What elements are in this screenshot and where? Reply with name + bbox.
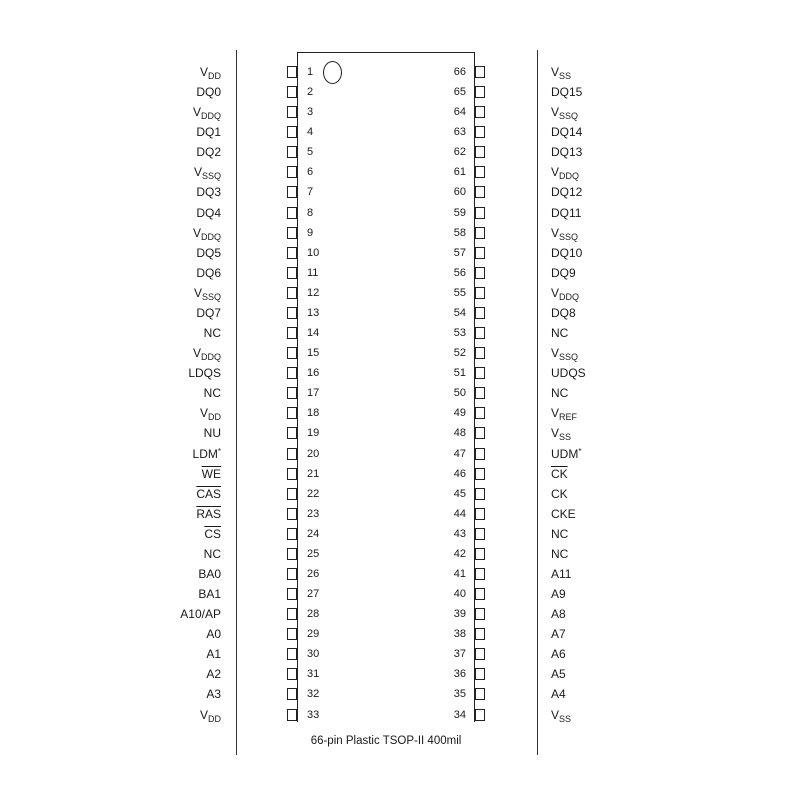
right-pin-lead <box>475 668 485 680</box>
pin-signal-name <box>551 587 566 601</box>
signal-main-text: UDQS <box>551 366 586 381</box>
pin-number: 51 <box>453 367 466 380</box>
signal-main-text: V <box>199 406 208 421</box>
pin-signal-name <box>551 487 568 501</box>
left-pin-lead <box>287 387 297 399</box>
pin-number: 28 <box>307 608 320 621</box>
signal-main-text: NC <box>551 326 569 341</box>
pin-signal-name <box>551 547 568 561</box>
right-pin-lead <box>475 709 485 721</box>
left-pin-lead <box>287 126 297 138</box>
signal-subscript: DDQ <box>201 111 221 122</box>
signal-main-text: DQ6 <box>196 265 221 280</box>
signal-main-text: DQ4 <box>196 205 221 220</box>
signal-main-text: A3 <box>206 687 221 702</box>
pin-signal-name <box>551 527 568 541</box>
pin-number: 13 <box>307 306 320 319</box>
pin-signal-name <box>204 326 221 340</box>
signal-main-text: DQ0 <box>196 85 221 100</box>
right-pin-lead <box>475 688 485 700</box>
pin-signal-name <box>551 627 566 641</box>
pin-number: 23 <box>307 507 320 520</box>
pin-signal-name <box>551 185 582 199</box>
signal-main-text: LDM <box>192 446 218 461</box>
right-pin-lead <box>475 367 485 379</box>
pin-number: 52 <box>453 347 466 360</box>
pin-number: 2 <box>307 86 314 99</box>
left-pin-lead <box>287 86 297 98</box>
pin-number: 8 <box>307 206 314 219</box>
left-pin-lead <box>287 508 297 520</box>
pin-number: 15 <box>307 347 320 360</box>
right-pin-lead <box>475 508 485 520</box>
signal-subscript: REF <box>559 412 578 423</box>
pin-number: 25 <box>307 547 320 560</box>
signal-main-text: BA0 <box>198 567 221 581</box>
signal-subscript: SSQ <box>559 111 579 122</box>
pin-number: 3 <box>307 106 314 119</box>
signal-main-text: DQ14 <box>551 125 583 140</box>
signal-main-text: NC <box>203 386 221 401</box>
left-pin-lead <box>287 146 297 158</box>
pin-number: 55 <box>453 286 466 299</box>
pin-number: 32 <box>307 688 320 701</box>
pin-signal-name <box>196 487 221 501</box>
pin-signal-name <box>551 708 571 722</box>
pin-signal-name <box>196 145 221 159</box>
signal-main-text: NC <box>203 546 221 561</box>
pin-number: 44 <box>453 507 466 520</box>
right-pin-lead <box>475 468 485 480</box>
signal-main-text: V <box>551 165 560 180</box>
pin-signal-name <box>196 306 221 320</box>
signal-main-text: DQ2 <box>196 145 221 160</box>
pin-signal-name <box>196 507 221 521</box>
right-pin-lead <box>475 568 485 580</box>
signal-main-text: $\overline{RAS}$ <box>196 506 221 521</box>
pin-number: 62 <box>453 146 466 159</box>
signal-subscript: DDQ <box>559 291 580 302</box>
signal-main-text: DQ7 <box>196 305 221 320</box>
pin-signal-name <box>188 366 221 380</box>
signal-main-text: NC <box>551 546 569 561</box>
signal-main-text: V <box>193 285 202 300</box>
pin-number: 5 <box>307 146 314 159</box>
signal-subscript: SS <box>559 432 572 443</box>
signal-main-text: V <box>551 426 560 441</box>
signal-main-text: V <box>199 65 208 79</box>
pin-number: 66 <box>453 66 466 78</box>
pin-signal-name <box>551 326 568 340</box>
pin-number: 1 <box>307 66 314 78</box>
pin-number: 65 <box>453 86 466 99</box>
right-pin-lead <box>475 548 485 560</box>
pin-number: 26 <box>307 568 320 580</box>
right-pin-lead <box>475 247 485 259</box>
pin-number: 10 <box>307 246 320 259</box>
pin-number: 42 <box>453 547 466 560</box>
left-pin-lead <box>287 588 297 600</box>
right-pin-lead <box>475 166 485 178</box>
right-pin-lead <box>475 126 485 138</box>
right-pin-lead <box>475 146 485 158</box>
pin-number: 22 <box>307 487 320 500</box>
pin-number: 61 <box>453 166 466 179</box>
signal-main-text: A4 <box>551 687 566 702</box>
pin-number: 29 <box>307 628 320 641</box>
pin-signal-name <box>551 165 580 182</box>
signal-main-text: DQ1 <box>196 125 221 140</box>
signal-main-text: A1 <box>206 647 221 662</box>
signal-main-text: V <box>193 165 202 180</box>
right-pin-lead <box>475 528 485 540</box>
signal-main-text: A9 <box>551 587 566 602</box>
pin-signal-name <box>551 206 581 220</box>
signal-main-text: A8 <box>551 607 566 622</box>
pin-signal-name <box>193 226 221 240</box>
chip-package-body <box>297 52 475 722</box>
left-pin-lead <box>287 166 297 178</box>
pin-number: 54 <box>453 306 466 319</box>
left-pin-lead <box>287 367 297 379</box>
signal-main-text: UDM <box>551 446 579 461</box>
pin-signal-name <box>551 467 568 481</box>
pin-signal-name <box>551 447 581 461</box>
pin-signal-name <box>206 627 221 641</box>
signal-main-text: DQ8 <box>551 305 576 320</box>
signal-main-text: V <box>551 65 560 79</box>
pin-number: 34 <box>453 708 466 721</box>
pin-signal-name <box>192 105 221 122</box>
pin-number: 14 <box>307 327 320 340</box>
left-pin-lead <box>287 407 297 419</box>
signal-main-text: V <box>192 346 201 361</box>
signal-superscript: * <box>578 446 582 456</box>
signal-subscript: SSQ <box>559 231 579 242</box>
pin-number: 50 <box>453 387 466 400</box>
signal-subscript: DDQ <box>201 352 221 363</box>
pin-number: 33 <box>307 708 320 721</box>
right-pin-lead <box>475 628 485 640</box>
pin-number: 24 <box>307 527 320 540</box>
pin-signal-name <box>551 306 576 320</box>
signal-main-text: CKE <box>551 506 576 521</box>
pin-signal-name <box>206 687 221 701</box>
pin-signal-name <box>204 426 221 440</box>
pin-number: 35 <box>453 688 466 701</box>
right-pin-lead <box>475 307 485 319</box>
signal-main-text: DQ15 <box>551 85 583 100</box>
left-pin-lead <box>287 66 297 78</box>
pin-signal-name <box>193 447 221 461</box>
signal-main-text: V <box>192 225 201 240</box>
left-pin-lead <box>287 628 297 640</box>
pin-signal-name <box>551 567 571 581</box>
signal-main-text: V <box>199 707 208 722</box>
signal-main-text: A5 <box>551 667 566 682</box>
pin-number: 4 <box>307 126 314 139</box>
pin-signal-name <box>204 527 221 541</box>
pin-signal-name <box>551 85 582 99</box>
left-pin-lead <box>287 668 297 680</box>
pin-signal-name <box>200 65 221 79</box>
signal-main-text: A6 <box>551 647 566 662</box>
signal-subscript: DDQ <box>201 231 221 242</box>
signal-main-text: $\overline{WE}$ <box>201 466 221 481</box>
signal-main-text: V <box>551 406 560 421</box>
pin-signal-name <box>204 547 221 561</box>
signal-main-text: DQ11 <box>551 205 582 220</box>
left-pin-lead <box>287 227 297 239</box>
signal-main-text: DQ12 <box>551 185 583 200</box>
signal-superscript: * <box>217 446 221 456</box>
pin-number: 45 <box>453 487 466 500</box>
pin-number: 49 <box>453 407 466 420</box>
pin1-orientation-mark <box>323 61 342 84</box>
pin-signal-name <box>196 246 221 260</box>
left-pin-lead <box>287 568 297 580</box>
right-pin-lead <box>475 287 485 299</box>
left-pin-lead <box>287 106 297 118</box>
right-pin-lead <box>475 347 485 359</box>
signal-main-text: V <box>551 225 560 240</box>
left-divider-line <box>236 50 237 755</box>
signal-subscript: SSQ <box>201 291 221 302</box>
pin-number: 27 <box>307 588 320 601</box>
left-pin-lead <box>287 307 297 319</box>
signal-subscript: SSQ <box>559 352 579 363</box>
signal-main-text: $\overline{CAS}$ <box>196 486 221 501</box>
right-pin-lead <box>475 66 485 78</box>
pin-signal-name <box>551 647 566 661</box>
left-pin-lead <box>287 448 297 460</box>
signal-main-text: BA1 <box>198 587 221 602</box>
signal-main-text: NC <box>551 386 569 401</box>
signal-main-text: $\overline{CS}$ <box>204 526 221 541</box>
pin-number: 11 <box>307 266 319 279</box>
pin-number: 47 <box>453 447 466 460</box>
pin-signal-name <box>551 286 579 300</box>
right-pin-lead <box>475 648 485 660</box>
right-pin-lead <box>475 488 485 500</box>
pin-signal-name <box>196 185 221 199</box>
signal-main-text: V <box>551 707 560 722</box>
pin-signal-name <box>204 386 221 400</box>
pin-signal-name <box>198 587 221 601</box>
pin-number: 12 <box>307 286 320 299</box>
right-pin-lead <box>475 207 485 219</box>
pin-number: 59 <box>453 206 466 219</box>
pin-number: 43 <box>453 527 466 540</box>
pin-number: 6 <box>307 166 314 179</box>
pin-signal-name <box>196 125 221 139</box>
pin-number: 20 <box>307 447 320 460</box>
signal-subscript: DD <box>208 713 221 724</box>
signal-main-text: DQ10 <box>551 245 583 260</box>
signal-main-text: A10/AP <box>180 607 221 622</box>
pin-number: 41 <box>453 568 466 580</box>
signal-main-text: V <box>192 105 201 120</box>
signal-main-text: A0 <box>206 627 221 642</box>
left-pin-lead <box>287 347 297 359</box>
right-pin-lead <box>475 327 485 339</box>
signal-main-text: DQ9 <box>551 265 576 280</box>
pin-number: 53 <box>453 327 466 340</box>
left-pin-lead <box>287 688 297 700</box>
right-pin-lead <box>475 427 485 439</box>
right-pin-lead <box>475 387 485 399</box>
signal-main-text: NU <box>203 426 221 441</box>
signal-main-text: $\overline{CK}$ <box>551 466 568 481</box>
pin-number: 16 <box>307 367 320 380</box>
left-pin-lead <box>287 488 297 500</box>
pin-number: 37 <box>453 648 466 661</box>
pin-number: 40 <box>453 588 466 601</box>
right-pin-lead <box>475 608 485 620</box>
pin-signal-name <box>551 386 568 400</box>
signal-main-text: NC <box>551 526 569 541</box>
pin-signal-name <box>551 687 566 701</box>
pin-signal-name <box>206 647 221 661</box>
pin-number: 64 <box>453 106 466 119</box>
left-pin-lead <box>287 247 297 259</box>
left-pin-lead <box>287 548 297 560</box>
signal-main-text: DQ13 <box>551 145 583 160</box>
signal-main-text: V <box>551 285 560 300</box>
right-pin-lead <box>475 86 485 98</box>
right-pin-lead <box>475 588 485 600</box>
pin-number: 30 <box>307 648 320 661</box>
signal-subscript: DD <box>208 71 221 81</box>
pin-number: 63 <box>453 126 466 139</box>
pin-number: 31 <box>307 668 320 681</box>
pin-signal-name <box>551 426 572 443</box>
right-divider-line <box>537 50 538 755</box>
left-pin-lead <box>287 327 297 339</box>
signal-main-text: V <box>551 346 560 361</box>
pin-number: 21 <box>307 467 320 480</box>
left-pin-lead <box>287 186 297 198</box>
pin-number: 48 <box>453 427 466 440</box>
pin-signal-name <box>199 406 221 423</box>
signal-subscript: DDQ <box>559 171 580 182</box>
pin-signal-name <box>551 346 579 363</box>
pin-number: 9 <box>307 226 314 239</box>
signal-main-text: NC <box>203 326 221 341</box>
signal-main-text: CK <box>551 486 568 501</box>
pin-signal-name <box>551 366 586 380</box>
pin-signal-name <box>551 246 582 260</box>
pin-signal-name <box>196 85 221 99</box>
pin-number: 18 <box>307 407 320 420</box>
pin-signal-name <box>551 65 571 79</box>
pin-number: 56 <box>453 266 466 279</box>
left-pin-lead <box>287 427 297 439</box>
left-pin-lead <box>287 709 297 721</box>
pin-signal-name <box>551 125 582 139</box>
right-pin-lead <box>475 186 485 198</box>
right-pin-lead <box>475 267 485 279</box>
signal-main-text: A7 <box>551 627 566 642</box>
package-caption: 66-pin Plastic TSOP-II 400mil <box>310 735 462 747</box>
pin-number: 57 <box>453 246 466 259</box>
pin-number: 39 <box>453 608 466 621</box>
pin-signal-name <box>196 266 221 280</box>
pin-signal-name <box>200 708 221 722</box>
left-pin-lead <box>287 528 297 540</box>
pin-signal-name <box>551 266 576 280</box>
pin-signal-name <box>551 226 578 240</box>
pin-number: 19 <box>307 427 320 440</box>
signal-subscript: SS <box>559 713 572 724</box>
signal-subscript: SSQ <box>201 171 221 182</box>
pin-number: 60 <box>453 186 466 199</box>
signal-main-text: A11 <box>551 567 572 581</box>
signal-main-text: A2 <box>206 667 221 682</box>
left-pin-lead <box>287 287 297 299</box>
signal-main-text: LDQS <box>188 366 221 381</box>
pin-signal-name <box>551 406 578 423</box>
signal-main-text: DQ5 <box>196 245 221 260</box>
right-pin-lead <box>475 106 485 118</box>
pin-number: 7 <box>307 186 314 199</box>
pin-number: 38 <box>453 628 466 641</box>
pin-number: 36 <box>453 668 466 681</box>
pin-signal-name <box>180 607 221 621</box>
right-pin-lead <box>475 227 485 239</box>
pin-signal-name <box>551 105 579 122</box>
pin-signal-name <box>551 667 566 681</box>
pin-number: 58 <box>453 226 466 239</box>
signal-subscript: DD <box>208 412 221 423</box>
pin-signal-name <box>551 507 576 521</box>
pin-signal-name <box>198 567 221 581</box>
pin-signal-name <box>202 467 221 481</box>
pin-signal-name <box>196 206 221 220</box>
right-pin-lead <box>475 407 485 419</box>
left-pin-lead <box>287 608 297 620</box>
signal-subscript: SS <box>559 71 572 81</box>
pin-number: 46 <box>453 467 466 480</box>
left-pin-lead <box>287 648 297 660</box>
pin-number: 17 <box>307 387 320 400</box>
signal-main-text: V <box>551 105 560 120</box>
left-pin-lead <box>287 267 297 279</box>
signal-main-text: DQ3 <box>196 185 221 200</box>
left-pin-lead <box>287 207 297 219</box>
right-pin-lead <box>475 448 485 460</box>
pin-signal-name <box>193 165 221 182</box>
pin-signal-name <box>194 286 221 300</box>
left-pin-lead <box>287 468 297 480</box>
pin-signal-name <box>192 346 221 363</box>
pin-signal-name <box>206 667 221 681</box>
pin-signal-name <box>551 607 566 621</box>
pin-signal-name <box>551 145 582 159</box>
